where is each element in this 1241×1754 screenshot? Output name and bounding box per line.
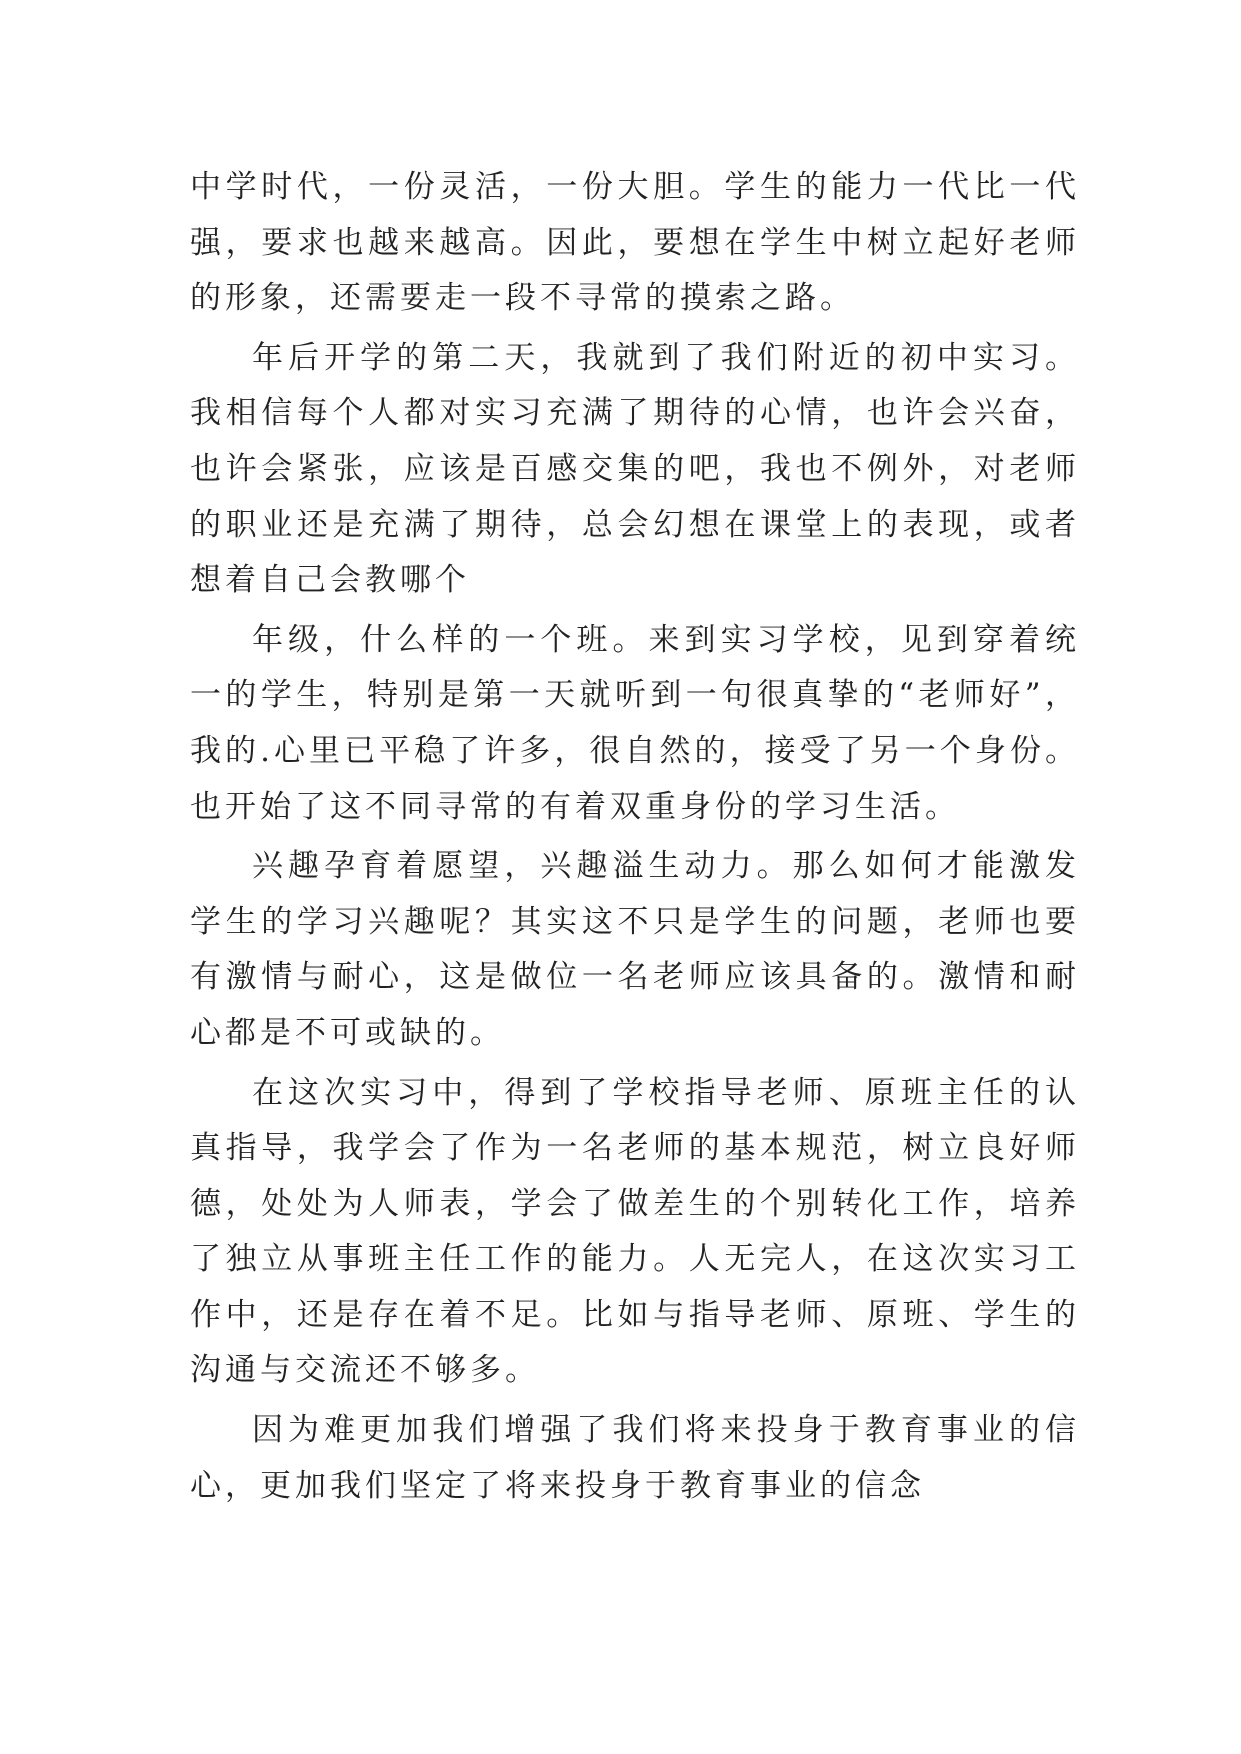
paragraph-5: 在这次实习中，得到了学校指导老师、原班主任的认真指导，我学会了作为一名老师的基本规范，树立良好师德，处处为人师表，学会了做差生的个别转化工作，培养了独立从事班主任工作的能力。人无完人，在这次实习工作中，还是存在着不足。比如与指导老师、原班、学生的沟通与交流还不够多。 (190, 1074, 1080, 1389)
paragraph-3: 年级，什么样的一个班。来到实习学校，见到穿着统一的学生，特别是第一天就听到一句很真挚的“老师好”，我的.心里已平稳了许多，很自然的，接受了另一个身份。也开始了这不同寻常的有着双重身份的学习生活。 (190, 621, 1080, 825)
document-body (190, 160, 1080, 1514)
paragraph-6: 因为难更加我们增强了我们将来投身于教育事业的信心，更加我们坚定了将来投身于教育事业的信念 (190, 1412, 1080, 1504)
paragraph-2: 年后开学的第二天，我就到了我们附近的初中实习。我相信每个人都对实习充满了期待的心情，也许会兴奋，也许会紧张，应该是百感交集的吧，我也不例外，对老师的职业还是充满了期待，总会幻想在课堂上的表现，或者想着自己会教哪个 (190, 339, 1080, 599)
paragraph-1: 中学时代，一份灵活，一份大胆。学生的能力一代比一代强，要求也越来越高。因此，要想在学生中树立起好老师的形象，还需要走一段不寻常的摸索之路。 (190, 169, 1080, 317)
paragraph-4: 兴趣孕育着愿望，兴趣溢生动力。那么如何才能激发学生的学习兴趣呢？其实这不只是学生的问题，老师也要有激情与耐心，这是做位一名老师应该具备的。激情和耐心都是不可或缺的。 (190, 848, 1080, 1051)
